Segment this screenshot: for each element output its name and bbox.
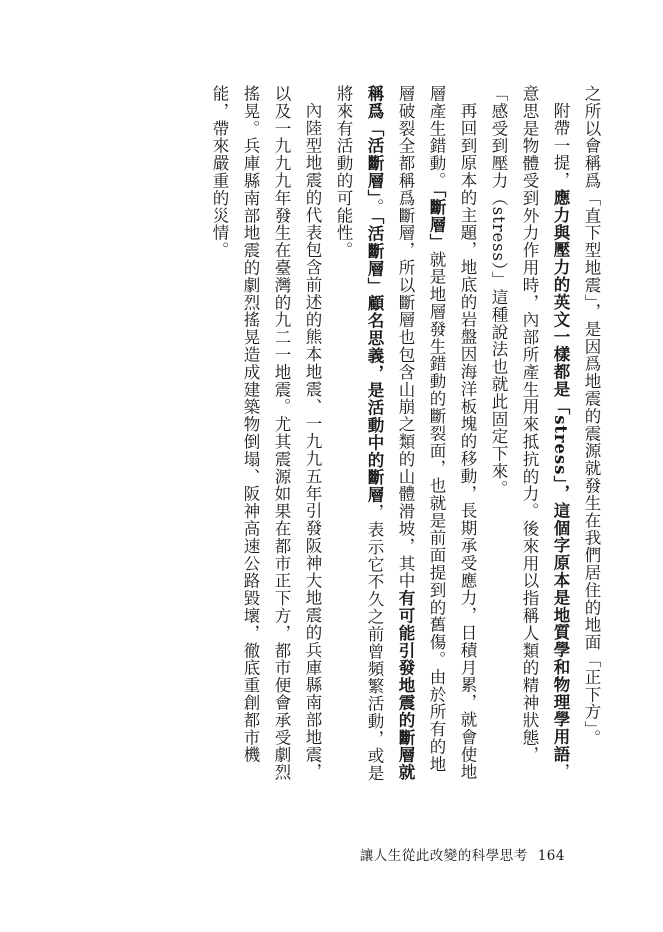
page-footer (360, 844, 565, 864)
body-text (47, 85, 607, 785)
running-title: 讓人生從此改變的科學思考 (359, 848, 528, 864)
paragraph (204, 85, 328, 785)
text-run: ，表示它不久之前曾頻繁活動，或是將來有活動的可能性。 (334, 85, 384, 782)
paragraph (328, 85, 483, 785)
bold-text-run: 「斷層」 (427, 189, 446, 251)
text-run: 之所以會稱爲「直下型地震」，是因爲地震的震源就發生在我們居住的地面「正下方」。 (582, 85, 601, 748)
bold-text-run: 「活斷層」顧名思義，是活動中的斷層 (365, 215, 384, 504)
paragraph (576, 85, 607, 785)
paragraph (483, 85, 576, 785)
text-run: 就是地層發生錯動的斷裂面，也就是前面提到的舊傷。由於所有的地層破裂全都稱爲斷層，所以斷層也包含山崩之類的山體滑坡，其中 (396, 85, 446, 773)
bold-text-run: 應力與壓力的英文一樣都是「stress」，這個字原本是地質學和物理學用語 (551, 188, 570, 763)
text-run: 附帶一提， (551, 101, 570, 189)
page-number: 164 (537, 848, 565, 864)
text-run: 內陸型地震的代表包含前述的熊本地震、一九九五年引發阪神大地震的兵庫縣南部地震，以及一九九九年發生在臺灣的九二一地震。尤其震源如果在都市正下方，都市便會承受劇烈搖晃。兵庫縣南部地震的劇烈搖晃造成建築物倒塌、阪神高速公路毀壞，徹底重創都市機能，帶來嚴重的災情。 (210, 85, 322, 781)
text-run: ，意思是物體受到外力作用時，內部所產生用來抵抗的力。後來用以指稱人類的精神狀態，「感受到壓力（stress）」這種說法也就此固定下來。 (489, 85, 570, 780)
text-run: 。 (365, 198, 384, 216)
text-run: 再回到原本的主題，地底的岩盤因海洋板塊的移動，長期承受應力，日積月累，就會使地層產生錯動。 (427, 85, 477, 781)
bold-text-run: 有可能引發地震的斷層就稱爲「活斷層」 (365, 85, 415, 782)
